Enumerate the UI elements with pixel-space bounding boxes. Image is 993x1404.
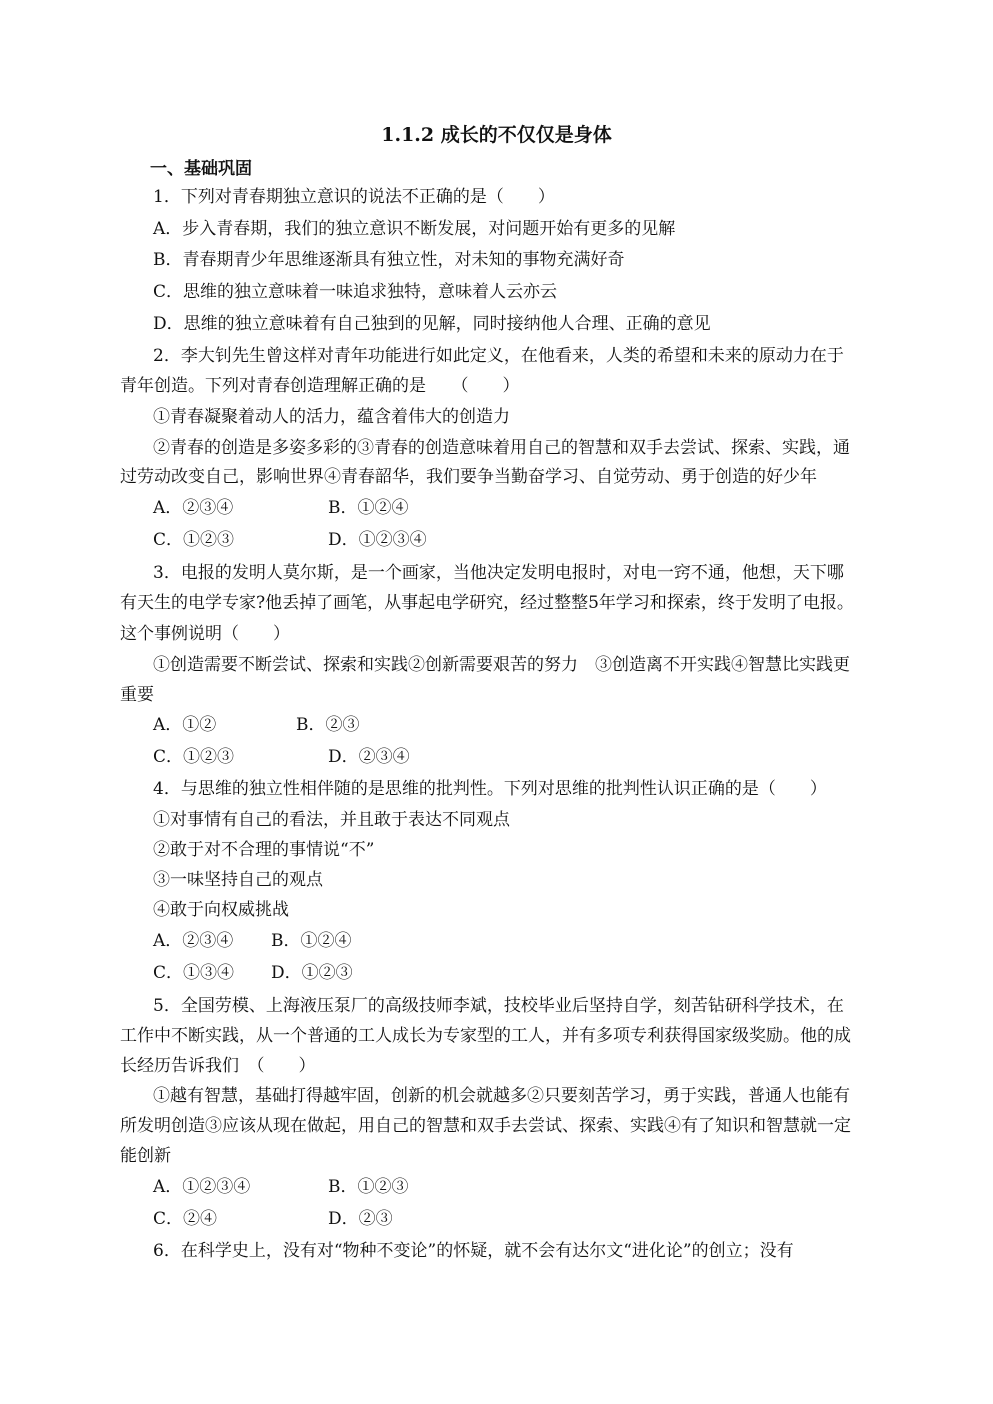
question-1-option-b: B．青春期青少年思维逐渐具有独立性，对未知的事物充满好奇 bbox=[153, 250, 625, 270]
question-2-option-b: B．①②④ bbox=[328, 498, 409, 518]
question-3-statement-line-2: 重要 bbox=[120, 685, 154, 705]
question-4-statement-1: ①对事情有自己的看法，并且敢于表达不同观点 bbox=[153, 810, 510, 830]
page-title: 1.1.2 成长的不仅仅是身体 bbox=[381, 124, 612, 146]
question-3-option-b: B．②③ bbox=[296, 715, 360, 735]
question-1-stem: 1．下列对青春期独立意识的说法不正确的是（ ） bbox=[153, 187, 555, 207]
question-4-option-d: D．①②③ bbox=[271, 963, 353, 983]
question-3-stem-line-2: 有天生的电学专家?他丢掉了画笔，从事起电学研究，经过整整5年学习和探索，终于发明了电报。 bbox=[120, 593, 854, 613]
question-3-option-c: C．①②③ bbox=[153, 747, 235, 767]
question-2-statement-2-line-2: 过劳动改变自己，影响世界④青春韶华，我们要争当勤奋学习、自觉劳动、勇于创造的好少年 bbox=[120, 467, 817, 487]
question-4-statement-3: ③一味坚持自己的观点 bbox=[153, 870, 323, 890]
question-1-option-d: D．思维的独立意味着有自己独到的见解，同时接纳他人合理、正确的意见 bbox=[153, 314, 711, 334]
question-2-stem-line-1: 2．李大钊先生曾这样对青年功能进行如此定义，在他看来，人类的希望和未来的原动力在于 bbox=[153, 346, 844, 366]
section-heading: 一、基础巩固 bbox=[150, 159, 252, 179]
question-3-option-d: D．②③④ bbox=[328, 747, 410, 767]
question-4-option-a: A．②③④ bbox=[153, 931, 234, 951]
question-4-stem: 4．与思维的独立性相伴随的是思维的批判性。下列对思维的批判性认识正确的是（ ） bbox=[153, 779, 827, 799]
question-5-statement-line-2: 所发明创造③应该从现在做起，用自己的智慧和双手去尝试、探索、实践④有了知识和智慧就一定 bbox=[120, 1116, 851, 1136]
question-3-stem-line-3: 这个事例说明（ ） bbox=[120, 624, 290, 644]
question-2-statement-2-line-1: ②青春的创造是多姿多彩的③青春的创造意味着用自己的智慧和双手去尝试、探索、实践，通 bbox=[153, 438, 850, 458]
question-1-option-c: C．思维的独立意味着一味追求独特，意味着人云亦云 bbox=[153, 282, 558, 302]
question-5-statement-line-1: ①越有智慧，基础打得越牢固，创新的机会就越多②只要刻苦学习，勇于实践，普通人也能有 bbox=[153, 1086, 850, 1106]
question-2-option-c: C．①②③ bbox=[153, 530, 235, 550]
question-5-option-a: A．①②③④ bbox=[153, 1177, 251, 1197]
question-5-stem-line-2: 工作中不断实践，从一个普通的工人成长为专家型的工人，并有多项专利获得国家级奖励。他的成 bbox=[120, 1026, 851, 1046]
question-5-stem-line-3: 长经历告诉我们 （ ） bbox=[120, 1056, 316, 1076]
question-5-stem-line-1: 5．全国劳模、上海液压泵厂的高级技师李斌，技校毕业后坚持自学，刻苦钻研科学技术，在 bbox=[153, 996, 844, 1016]
question-5-statement-line-3: 能创新 bbox=[120, 1146, 171, 1166]
question-2-statement-1: ①青春凝聚着动人的活力，蕴含着伟大的创造力 bbox=[153, 407, 510, 427]
question-5-option-d: D．②③ bbox=[328, 1209, 393, 1229]
question-3-option-a: A．①② bbox=[153, 715, 217, 735]
question-3-stem-line-1: 3．电报的发明人莫尔斯，是一个画家，当他决定发明电报时，对电一窍不通，他想，天下哪 bbox=[153, 563, 844, 583]
question-4-option-c: C．①③④ bbox=[153, 963, 235, 983]
question-5-option-c: C．②④ bbox=[153, 1209, 218, 1229]
question-5-option-b: B．①②③ bbox=[328, 1177, 409, 1197]
question-3-statement-line-1: ①创造需要不断尝试、探索和实践②创新需要艰苦的努力 ③创造离不开实践④智慧比实践更 bbox=[153, 655, 850, 675]
question-4-option-b: B．①②④ bbox=[271, 931, 352, 951]
question-2-option-d: D．①②③④ bbox=[328, 530, 427, 550]
question-2-option-a: A．②③④ bbox=[153, 498, 234, 518]
question-1-option-a: A．步入青春期，我们的独立意识不断发展，对问题开始有更多的见解 bbox=[153, 219, 676, 239]
question-6-stem-line-1: 6．在科学史上，没有对“物种不变论”的怀疑，就不会有达尔文“进化论”的创立；没有 bbox=[153, 1241, 794, 1261]
question-4-statement-4: ④敢于向权威挑战 bbox=[153, 900, 289, 920]
question-2-stem-line-2: 青年创造。下列对青春创造理解正确的是 （ ） bbox=[120, 376, 520, 396]
question-4-statement-2: ②敢于对不合理的事情说“不” bbox=[153, 840, 375, 860]
